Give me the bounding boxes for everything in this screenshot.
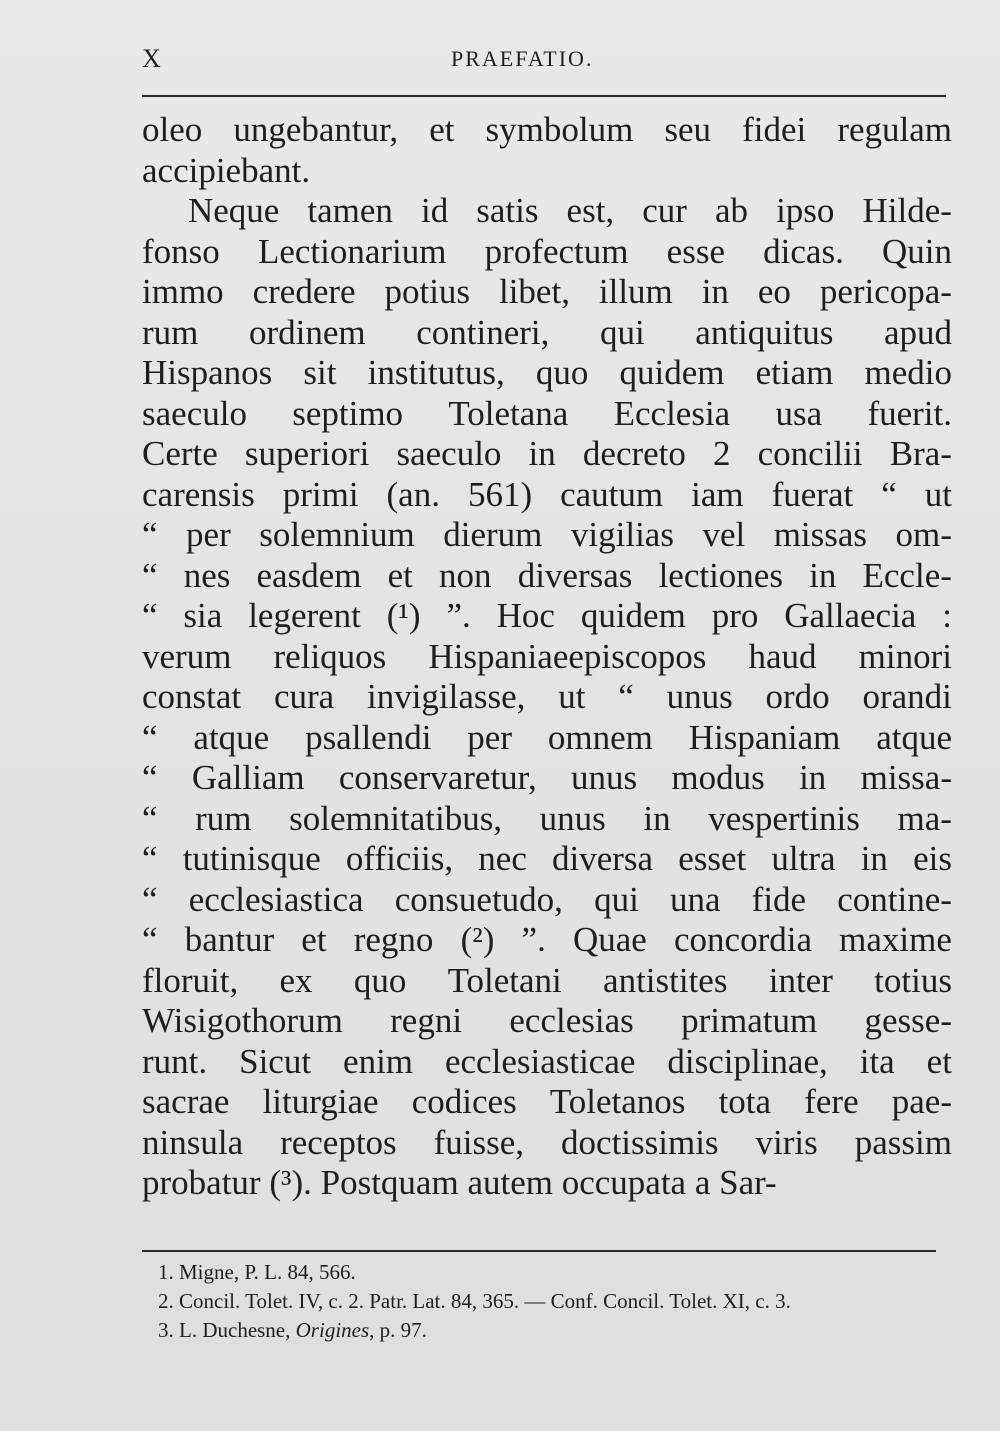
footnote-text: Concil. Tolet. IV, c. 2. Patr. Lat. 84, 365. — Conf. Concil. Tolet. XI, c. 3. xyxy=(179,1289,791,1313)
text-line: “ rum solemnitatibus, unus in vespertinis ma- xyxy=(142,798,952,838)
text-line: carensis primi (an. 561) cautum iam fuerat “ ut xyxy=(142,474,952,514)
page-number: X xyxy=(142,44,162,73)
text-line: saeculo septimo Toletana Ecclesia usa fuerit. xyxy=(142,393,952,433)
header-rule xyxy=(142,95,946,97)
running-head: PRAEFATIO. xyxy=(451,46,594,71)
footnote-1 xyxy=(158,1258,938,1287)
footnote-text: Migne, P. L. 84, 566. xyxy=(179,1260,356,1284)
text-line: fonso Lectionarium profectum esse dicas. Quin xyxy=(142,231,952,271)
footnote-3 xyxy=(158,1316,938,1345)
footnotes xyxy=(158,1258,938,1345)
main-text xyxy=(142,110,952,1204)
text-line: “ atque psallendi per omnem Hispaniam atque xyxy=(142,717,952,757)
text-line: “ Galliam conservaretur, unus modus in missa- xyxy=(142,758,952,797)
text-line: “ nes easdem et non diversas lectiones in Eccle- xyxy=(142,555,952,595)
text-line: constat cura invigilasse, ut “ unus ordo orandi xyxy=(142,677,952,716)
text-line: “ tutinisque officiis, nec diversa esset ultra in eis xyxy=(142,839,952,878)
text-line: Hispanos sit institutus, quo quidem etiam medio xyxy=(142,353,952,392)
text-line: runt. Sicut enim ecclesiasticae disciplinae, ita et xyxy=(142,1041,952,1081)
footnote-number: 1. xyxy=(158,1260,174,1284)
text-line: rum ordinem contineri, qui antiquitus apud xyxy=(142,312,952,352)
footnote-text-end: , p. 97. xyxy=(369,1318,427,1342)
footnote-text: L. Duchesne, xyxy=(179,1318,296,1342)
text-line: accipiebant. xyxy=(142,150,311,190)
text-line: “ bantur et regno (²) ”. Quae concordia maxime xyxy=(142,920,952,959)
text-line: Neque tamen id satis est, cur ab ipso Hilde- xyxy=(188,191,952,230)
text-line: Certe superiori saeculo in decreto 2 concilii Bra- xyxy=(142,434,952,473)
text-line: ninsula receptos fuisse, doctissimis viris passim xyxy=(142,1122,952,1162)
footnote-number: 3. xyxy=(158,1318,174,1342)
text-line: immo credere potius libet, illum in eo pericopa- xyxy=(142,272,952,311)
footnote-italic-title: Origines xyxy=(295,1318,370,1342)
text-line: Wisigothorum regni ecclesias primatum gesse- xyxy=(142,1001,952,1040)
footnote-2 xyxy=(158,1287,938,1316)
text-line: floruit, ex quo Toletani antistites inter totius xyxy=(142,960,952,1000)
footnote-number: 2. xyxy=(158,1289,174,1313)
text-line: “ ecclesiastica consuetudo, qui una fide contine- xyxy=(142,879,952,919)
footnote-rule xyxy=(142,1250,936,1252)
text-line: verum reliquos Hispaniaeepiscopos haud minori xyxy=(142,636,952,676)
text-line: probatur (³). Postquam autem occupata a Sar- xyxy=(142,1163,777,1202)
text-line: “ per solemnium dierum vigilias vel missas om- xyxy=(142,515,952,554)
text-line: sacrae liturgiae codices Toletanos tota fere pae- xyxy=(142,1082,952,1121)
text-line: oleo ungebantur, et symbolum seu fidei regulam xyxy=(142,110,952,149)
text-line: “ sia legerent (¹) ”. Hoc quidem pro Gallaecia : xyxy=(142,596,952,635)
